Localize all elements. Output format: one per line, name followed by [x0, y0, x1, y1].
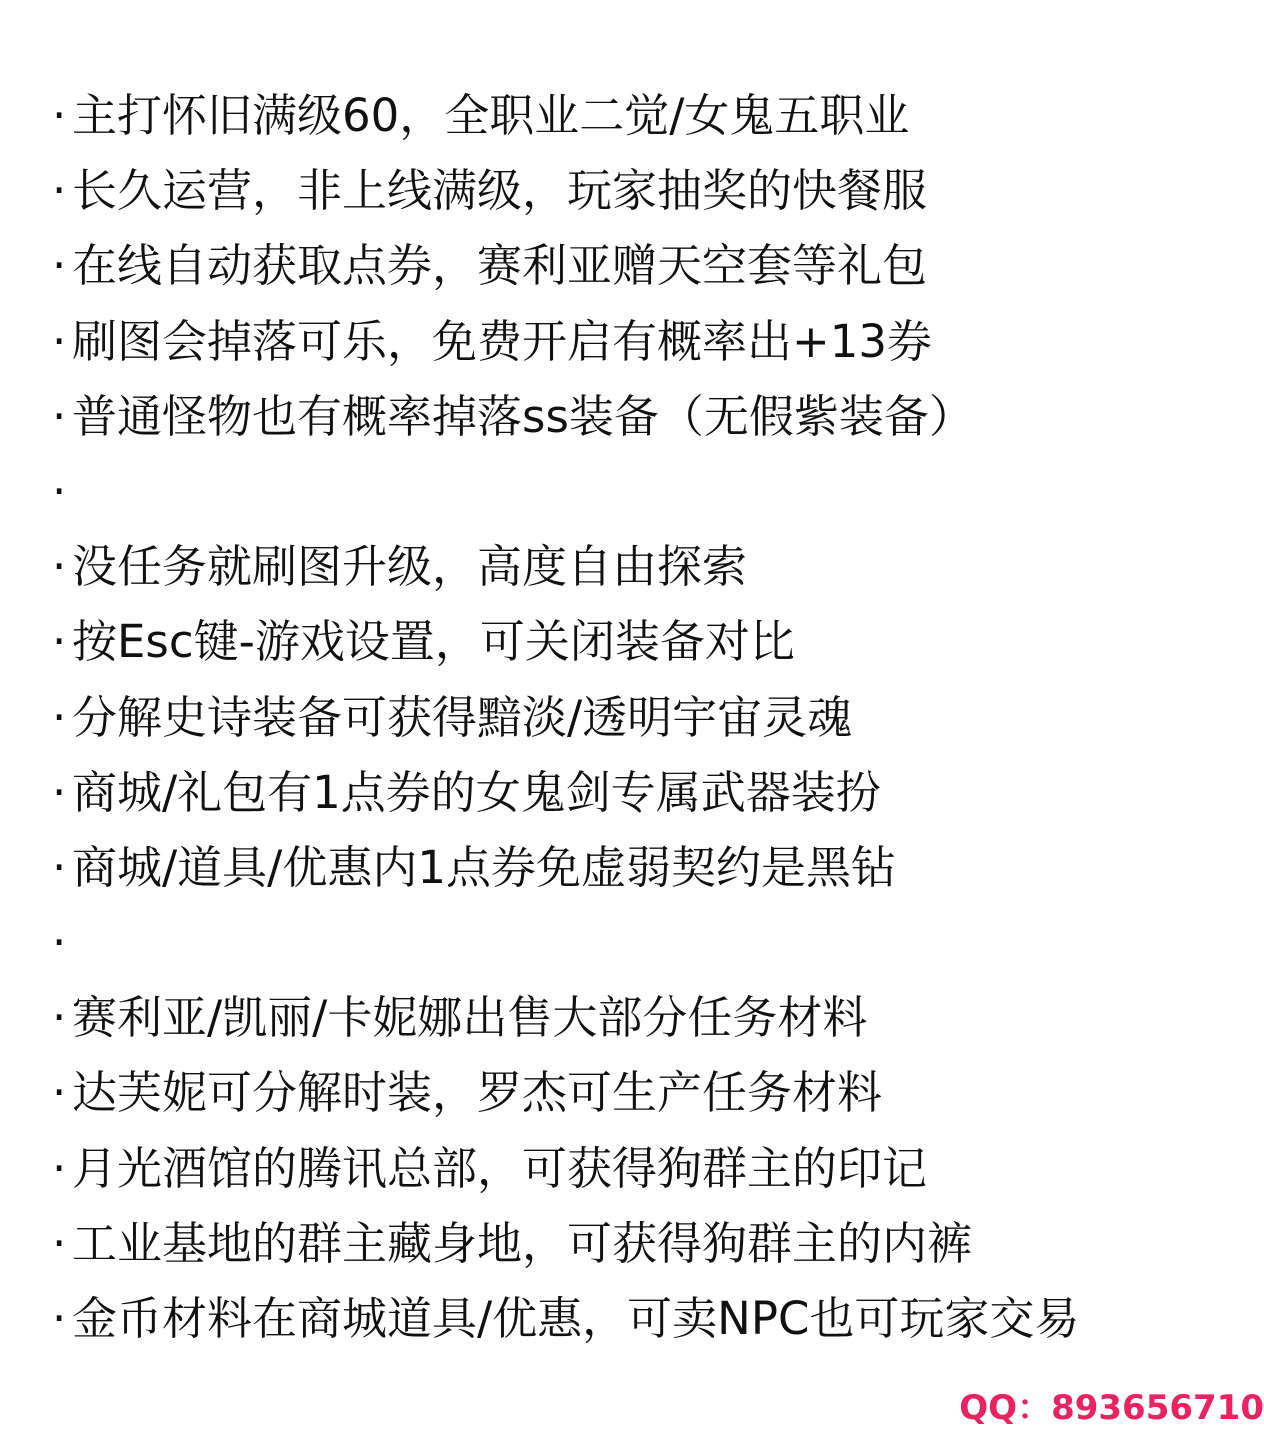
qq-number: 893656710: [1051, 1388, 1264, 1428]
list-item-text: 商城/礼包有1点券的女鬼剑专属武器装扮: [72, 765, 881, 819]
list-item: [52, 1055, 1232, 1130]
list-item: [52, 153, 1232, 228]
qq-watermark: [959, 1388, 1264, 1428]
list-item-text: 按Esc键-游戏设置，可关闭装备对比: [72, 615, 795, 669]
list-item-text: 商城/道具/优惠内1点券免虚弱契约是黑钻: [72, 840, 896, 894]
list-item-text: 在线自动获取点券，赛利亚赠天空套等礼包: [72, 239, 928, 293]
list-item: [52, 1281, 1232, 1356]
list-item-text: 长久运营，非上线满级，玩家抽奖的快餐服: [72, 164, 928, 218]
list-item-text: 分解史诗装备可获得黯淡/透明宇宙灵魂: [72, 690, 853, 744]
list-item: [52, 379, 1232, 454]
list-item: [52, 1131, 1232, 1206]
list-item-text: 工业基地的群主藏身地，可获得狗群主的内裤: [72, 1216, 973, 1270]
bullet-dot: ·: [52, 1292, 67, 1345]
list-item: [52, 755, 1232, 830]
list-item: [52, 228, 1232, 303]
list-item: [52, 604, 1232, 679]
qq-label: QQ：: [959, 1388, 1052, 1428]
bullet-dot: ·: [52, 540, 67, 594]
bullet-dot: ·: [52, 389, 67, 443]
list-item: [52, 830, 1232, 905]
list-item-text: 没任务就刷图升级，高度自由探索: [72, 540, 748, 594]
list-item-text: 赛利亚/凯丽/卡妮娜出售大部分任务材料: [72, 991, 868, 1045]
list-item: [52, 980, 1232, 1055]
bullet-dot: ·: [52, 991, 67, 1045]
list-item: [52, 454, 1232, 529]
list-item-text: 达芙妮可分解时装，罗杰可生产任务材料: [72, 1066, 883, 1120]
bullet-dot: ·: [52, 464, 67, 518]
list-item-text: 刷图会掉落可乐，免费开启有概率出+13券: [72, 314, 932, 368]
bullet-dot: ·: [52, 1216, 67, 1270]
bullet-dot: ·: [52, 314, 67, 368]
list-item: [52, 1206, 1232, 1281]
list-item: [52, 905, 1232, 980]
bullet-dot: ·: [52, 916, 67, 970]
list-item-text: 金币材料在商城道具/优惠，可卖NPC也可玩家交易: [72, 1292, 1080, 1345]
bullet-dot: ·: [52, 840, 67, 894]
list-item: [52, 304, 1232, 379]
bullet-dot: ·: [52, 239, 67, 293]
bullet-dot: ·: [52, 690, 67, 744]
list-item-text: 普通怪物也有概率掉落ss装备（无假紫装备）: [72, 389, 974, 443]
list-item-text: 月光酒馆的腾讯总部，可获得狗群主的印记: [72, 1141, 928, 1195]
list-item: [52, 78, 1232, 153]
bullet-dot: ·: [52, 1066, 67, 1120]
bullet-dot: ·: [52, 164, 67, 218]
list-item: [52, 680, 1232, 755]
bullet-dot: ·: [52, 1141, 67, 1195]
list-item: [52, 529, 1232, 604]
bullet-dot: ·: [52, 615, 67, 669]
bullet-dot: ·: [52, 89, 67, 142]
list-item-text: 主打怀旧满级60，全职业二觉/女鬼五职业: [72, 89, 910, 142]
bullet-dot: ·: [52, 765, 67, 819]
notes-list: [52, 78, 1232, 1356]
